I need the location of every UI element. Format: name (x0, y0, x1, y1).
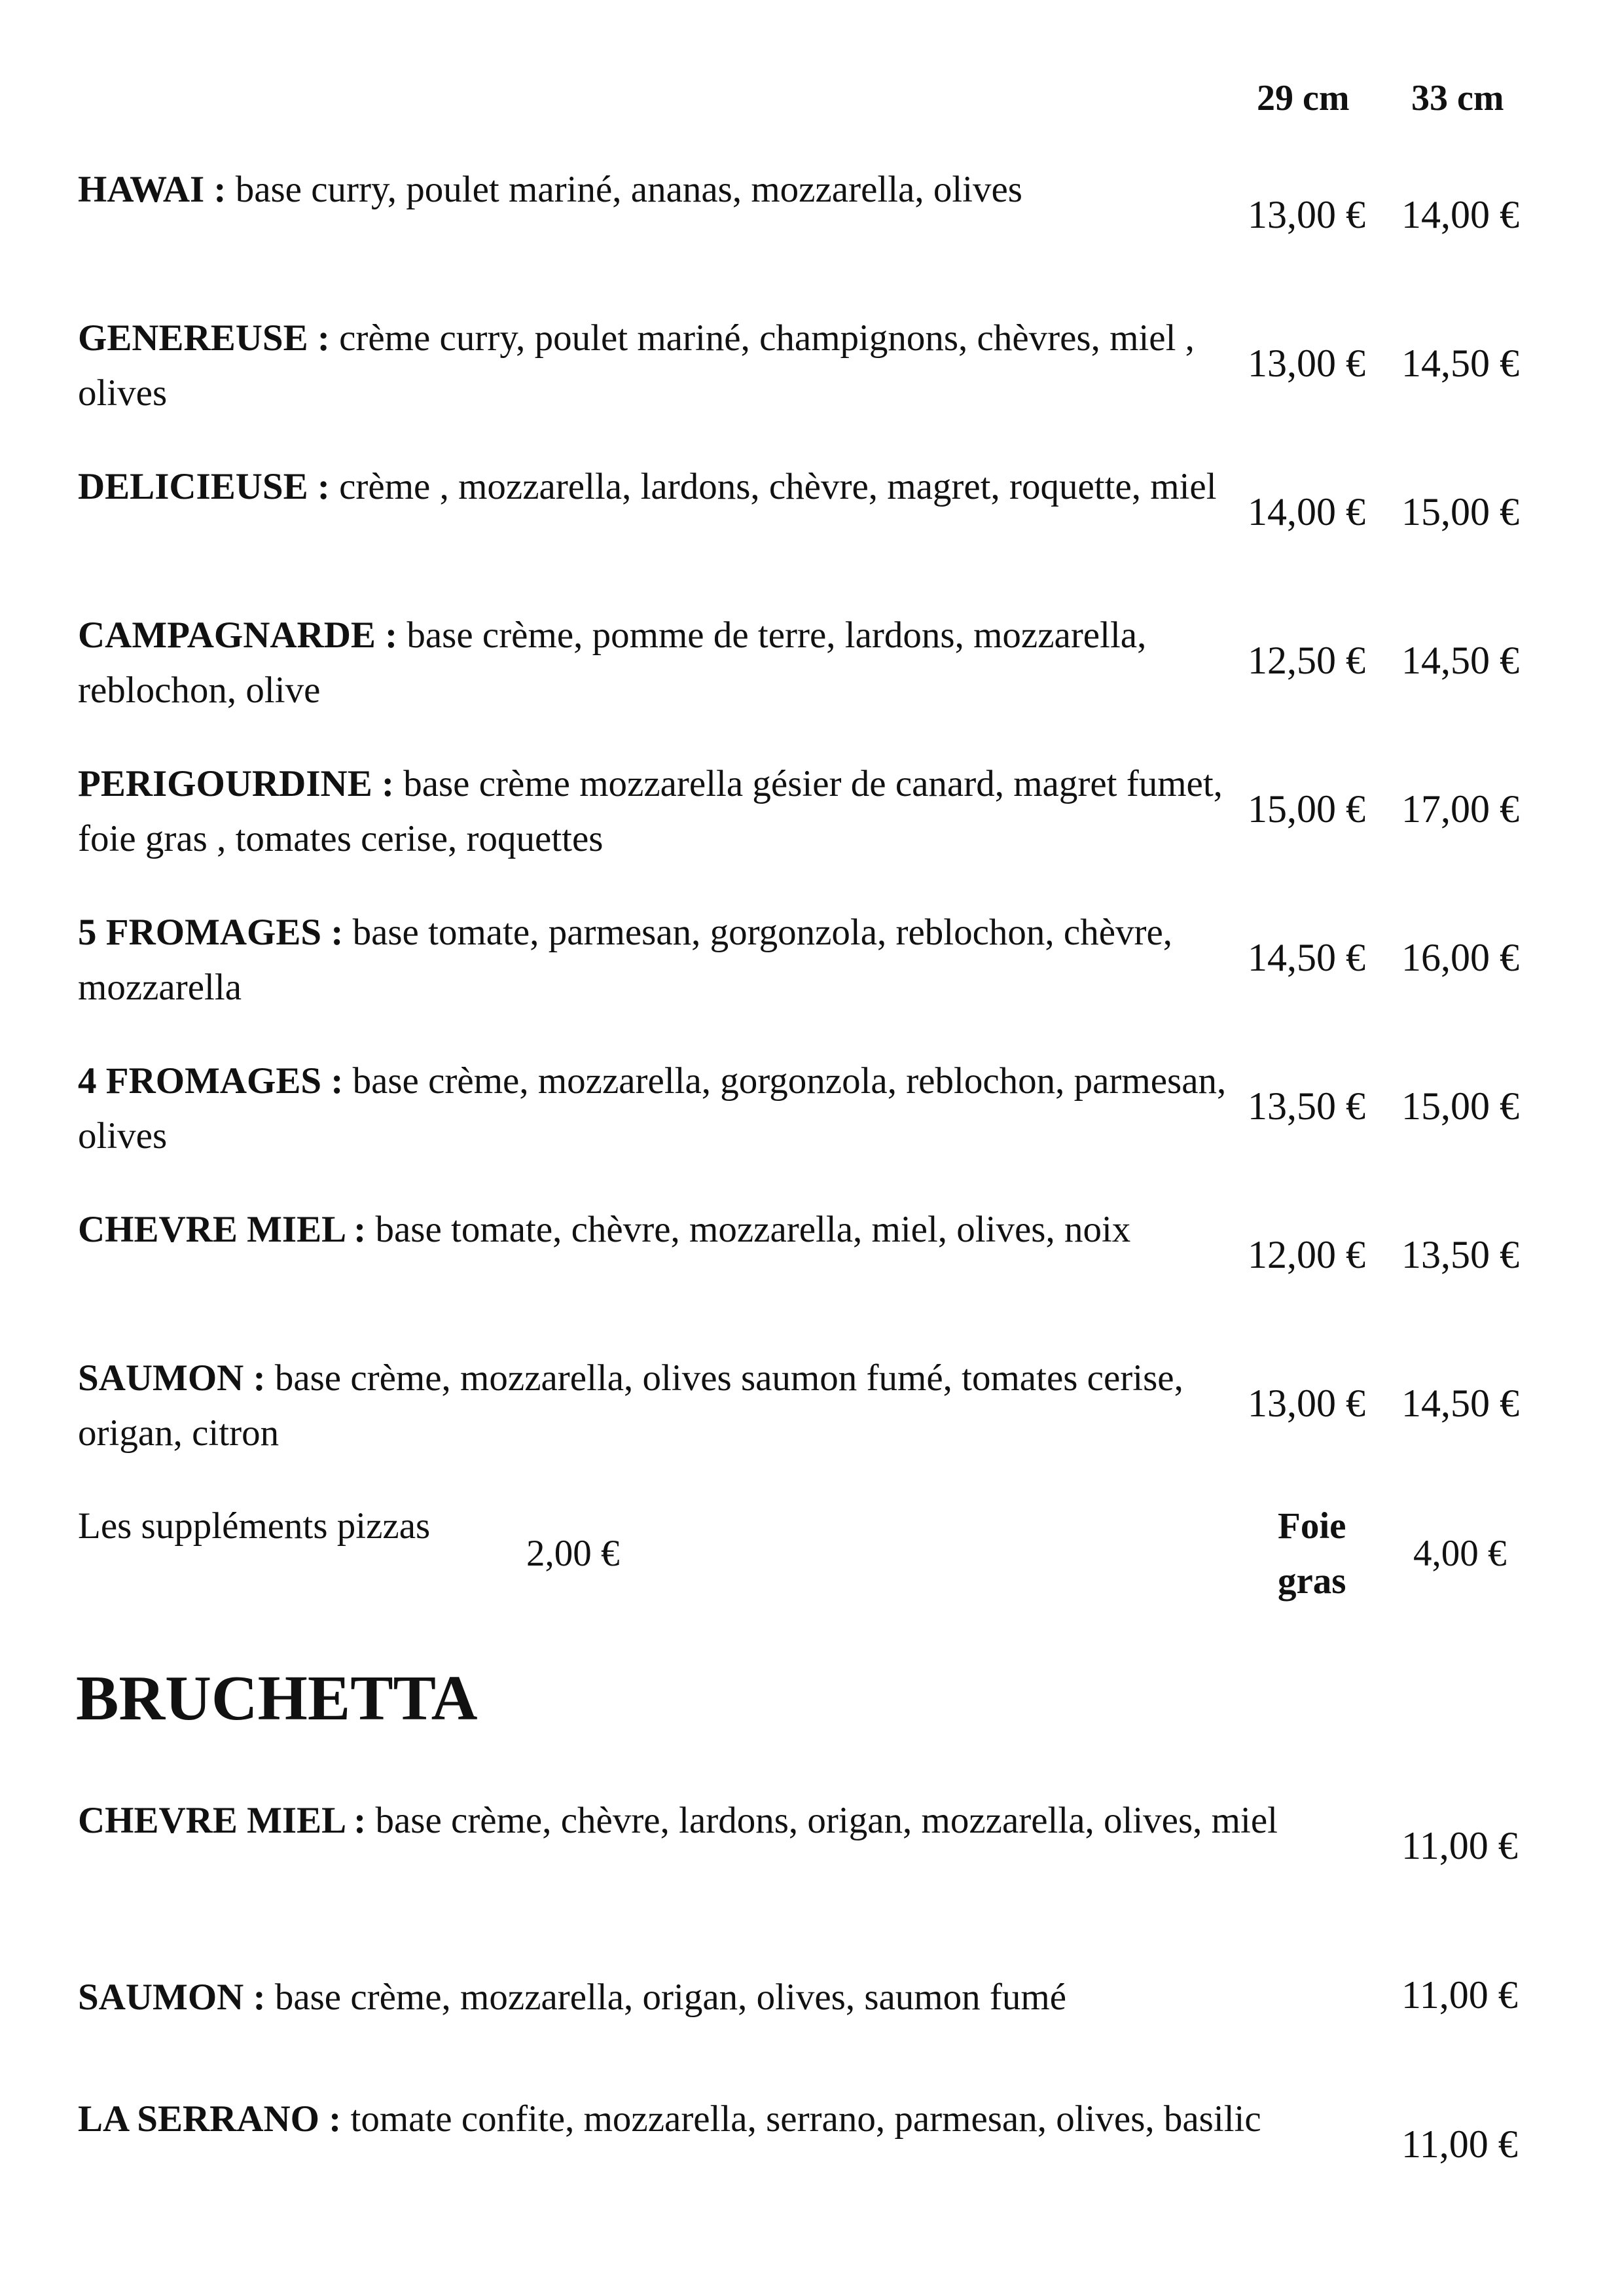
name-separator: : (319, 2098, 351, 2140)
bruchetta-price: 11,00 € (1401, 2123, 1518, 2166)
pizza-item (78, 608, 1551, 719)
supplements-price: 2,00 € (526, 1533, 620, 1574)
name-separator: : (321, 912, 353, 953)
price-29: 12,00 € (1248, 1233, 1365, 1276)
price-29: 14,00 € (1248, 490, 1365, 533)
foie-gras-label: Foie gras (1278, 1505, 1346, 1602)
pizza-name: HAWAI (78, 169, 205, 210)
pizza-ingredients: base crème, pomme de terre, lardons, mozzarella, reblochon, olive (78, 615, 1147, 711)
name-separator: : (375, 615, 407, 656)
pizza-name: SAUMON (78, 1357, 244, 1399)
name-separator: : (344, 1800, 376, 1841)
name-separator: : (244, 1977, 275, 2018)
price-29: 13,50 € (1248, 1085, 1365, 1128)
pizza-item (78, 1351, 1551, 1462)
pizza-name: GENEREUSE (78, 317, 308, 359)
bruchetta-item (78, 1943, 1551, 2054)
pizza-item (78, 905, 1551, 1016)
bruchetta-description (78, 1970, 1354, 2025)
pizza-description (78, 1202, 1243, 1257)
pizza-name: 5 FROMAGES (78, 912, 322, 953)
bruchetta-ingredients: base crème, mozzarella, origan, olives, saumon fumé (274, 1977, 1067, 2018)
pizza-ingredients: base curry, poulet mariné, ananas, mozzarella, olives (235, 169, 1022, 210)
price-29: 13,00 € (1248, 342, 1365, 385)
pizza-name: DELICIEUSE (78, 466, 308, 507)
pizza-name: 4 FROMAGES (78, 1060, 322, 1102)
price-29: 13,00 € (1248, 193, 1365, 236)
price-33: 14,00 € (1401, 193, 1519, 236)
bruchetta-item (78, 1793, 1551, 1905)
bruchetta-name: LA SERRANO (78, 2098, 319, 2140)
pizza-description (78, 1351, 1243, 1461)
pizza-ingredients: base crème, mozzarella, gorgonzola, reblochon, parmesan, olives (78, 1060, 1227, 1157)
pizza-ingredients: crème curry, poulet mariné, champignons, chèvres, miel , olives (78, 317, 1195, 414)
name-separator: : (372, 763, 404, 804)
pizza-item (78, 459, 1551, 571)
name-separator: : (344, 1209, 376, 1250)
bruchetta-name: CHEVRE MIEL (78, 1800, 344, 1841)
price-29: 13,00 € (1248, 1382, 1365, 1425)
bruchetta-description (78, 1793, 1354, 1848)
price-29: 12,50 € (1248, 639, 1365, 682)
bruchetta-ingredients: tomate confite, mozzarella, serrano, parmesan, olives, basilic (350, 2098, 1261, 2140)
name-separator: : (321, 1060, 353, 1102)
pizza-ingredients: crème , mozzarella, lardons, chèvre, magret, roquette, miel (339, 466, 1217, 507)
section-title-bruchetta: BRUCHETTA (76, 1663, 478, 1734)
bruchetta-price: 11,00 € (1401, 1824, 1518, 1867)
pizza-description (78, 905, 1243, 1015)
pizza-description (78, 311, 1243, 421)
pizza-description (78, 1054, 1243, 1164)
size-header-33: 33 cm (1411, 78, 1504, 118)
pizza-ingredients: base tomate, chèvre, mozzarella, miel, olives, noix (375, 1209, 1131, 1250)
price-33: 17,00 € (1401, 787, 1519, 831)
price-33: 15,00 € (1401, 1085, 1519, 1128)
pizza-item (78, 162, 1551, 274)
bruchetta-description (78, 2092, 1354, 2147)
price-33: 15,00 € (1401, 490, 1519, 533)
name-separator: : (204, 169, 236, 210)
price-33: 16,00 € (1401, 936, 1519, 979)
bruchetta-ingredients: base crème, chèvre, lardons, origan, mozzarella, olives, miel (375, 1800, 1278, 1841)
bruchetta-name: SAUMON (78, 1977, 244, 2018)
pizza-ingredients: base crème, mozzarella, olives saumon fumé, tomates cerise, origan, citron (78, 1357, 1183, 1454)
pizza-item (78, 1054, 1551, 1165)
pizza-name: CAMPAGNARDE (78, 615, 376, 656)
price-33: 14,50 € (1401, 342, 1519, 385)
pizza-item (78, 757, 1551, 868)
pizza-name: CHEVRE MIEL (78, 1209, 344, 1250)
supplements-label: Les suppléments pizzas (78, 1505, 431, 1547)
pizza-ingredients: base tomate, parmesan, gorgonzola, reblochon, chèvre, mozzarella (78, 912, 1173, 1008)
supplements-row (78, 1499, 1551, 1617)
pizza-description (78, 162, 1243, 217)
pizza-name: PERIGOURDINE (78, 763, 372, 804)
foie-gras-price: 4,00 € (1413, 1533, 1507, 1574)
name-separator: : (308, 317, 340, 359)
pizza-description (78, 608, 1243, 718)
bruchetta-price: 11,00 € (1401, 1973, 1518, 2017)
name-separator: : (244, 1357, 275, 1399)
bruchetta-item (78, 2092, 1551, 2203)
pizza-description (78, 757, 1243, 867)
pizza-description (78, 459, 1256, 514)
name-separator: : (308, 466, 340, 507)
price-33: 14,50 € (1401, 639, 1519, 682)
price-29: 14,50 € (1248, 936, 1365, 979)
price-29: 15,00 € (1248, 787, 1365, 831)
size-header-29: 29 cm (1257, 78, 1350, 118)
pizza-item (78, 1202, 1551, 1314)
pizza-item (78, 311, 1551, 422)
price-33: 14,50 € (1401, 1382, 1519, 1425)
pizza-ingredients: base crème mozzarella gésier de canard, magret fumet, foie gras , tomates cerise, roquettes (78, 763, 1223, 859)
price-33: 13,50 € (1401, 1233, 1519, 1276)
